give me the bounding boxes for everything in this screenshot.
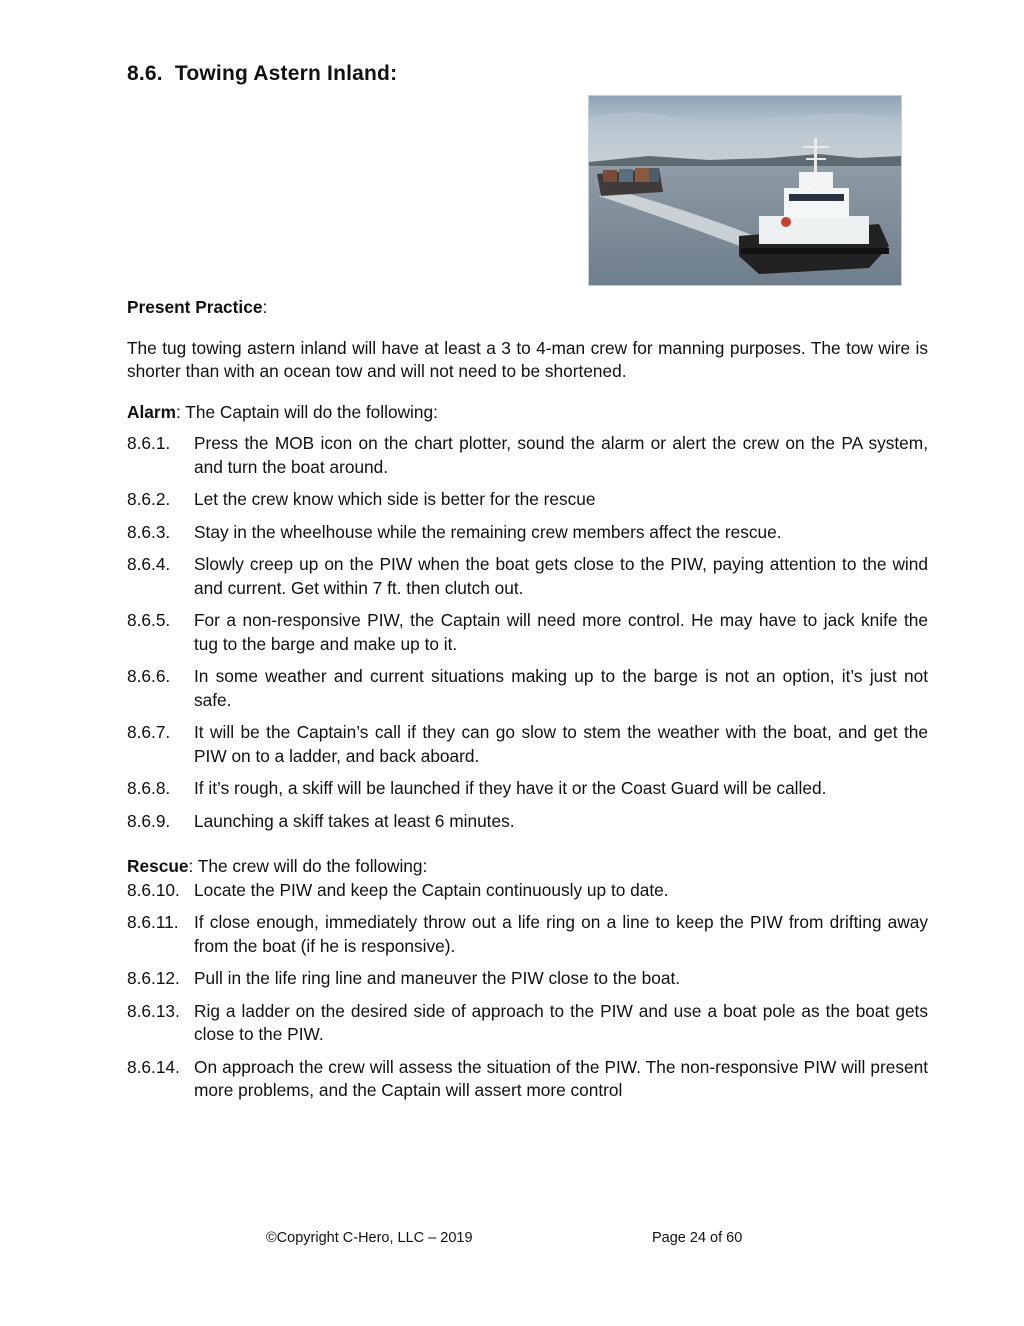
section-heading	[127, 62, 397, 86]
item-number: 8.6.13.	[127, 1000, 180, 1021]
item-text: It will be the Captain’s call if they can go slow to stem the weather with the boat, and get the PIW on to a ladder, and back aboard.	[194, 722, 928, 766]
item-text: Locate the PIW and keep the Captain continuously up to date.	[194, 879, 669, 900]
item-text: On approach the crew will assess the situation of the PIW. The non-responsive PIW will present more problems, and the Captain will assert more control	[194, 1056, 928, 1100]
item-number: 8.6.8.	[127, 778, 171, 798]
list-item	[127, 609, 928, 656]
item-text: Stay in the wheelhouse while the remaining crew members affect the rescue.	[194, 521, 782, 542]
list-item	[127, 432, 928, 479]
item-number: 8.6.1.	[127, 433, 171, 453]
rescue-label: Rescue	[127, 856, 189, 876]
item-text: Rig a ladder on the desired side of approach to the PIW and use a boat pole as the boat gets close to the PIW.	[194, 1000, 928, 1044]
item-text: Pull in the life ring line and maneuver the PIW close to the boat.	[194, 968, 681, 988]
item-text: Press the MOB icon on the chart plotter, sound the alarm or alert the crew on the PA system, and turn the boat around.	[194, 433, 928, 477]
item-number: 8.6.6.	[127, 666, 171, 686]
rescue-intro: : The crew will do the following:	[188, 856, 428, 876]
alarm-list	[127, 432, 928, 833]
item-number: 8.6.10.	[127, 879, 180, 900]
rescue-heading	[127, 855, 928, 879]
present-practice-heading	[127, 296, 928, 320]
item-number: 8.6.2.	[127, 489, 171, 509]
alarm-heading	[127, 401, 928, 425]
list-item	[127, 665, 928, 712]
footer-copyright: ©Copyright C-Hero, LLC – 2019	[266, 1230, 473, 1246]
list-item	[127, 911, 928, 958]
present-practice-colon: :	[262, 297, 268, 317]
item-number: 8.6.3.	[127, 521, 171, 542]
item-text: In some weather and current situations making up to the barge is not an option, it’s just not safe.	[194, 666, 928, 710]
item-text: If it’s rough, a skiff will be launched if they have it or the Coast Guard will be called.	[194, 778, 827, 798]
list-item	[127, 1000, 928, 1047]
list-item	[127, 967, 928, 991]
item-number: 8.6.12.	[127, 968, 180, 988]
item-text: Launching a skiff takes at least 6 minutes.	[194, 810, 515, 831]
item-text: For a non-responsive PIW, the Captain will need more control. He may have to jack knife the tug to the barge and make up to it.	[194, 610, 928, 654]
item-text: Slowly creep up on the PIW when the boat gets close to the PIW, paying attention to the wind and current. Get within 7 ft. then clutch out.	[194, 554, 928, 598]
list-item	[127, 721, 928, 768]
section-title: Towing Astern Inland:	[174, 62, 398, 85]
page-body	[127, 296, 928, 1112]
rescue-list	[127, 879, 928, 1103]
list-item	[127, 879, 928, 903]
section-number: 8.6.	[127, 62, 163, 85]
item-text: Let the crew know which side is better for the rescue	[194, 489, 596, 509]
item-text: If close enough, immediately throw out a life ring on a line to keep the PIW from drifting away from the boat (if he is responsive).	[194, 912, 928, 956]
item-number: 8.6.14.	[127, 1056, 180, 1077]
list-item	[127, 553, 928, 600]
alarm-intro: : The Captain will do the following:	[175, 401, 438, 422]
present-practice-label: Present Practice	[127, 297, 263, 317]
footer-page-number: Page 24 of 60	[652, 1230, 743, 1246]
list-item	[127, 488, 928, 512]
item-number: 8.6.5.	[127, 610, 171, 630]
list-item	[127, 1056, 928, 1103]
item-number: 8.6.4.	[127, 554, 171, 574]
list-item	[127, 810, 928, 834]
list-item	[127, 521, 928, 545]
present-practice-text: The tug towing astern inland will have at least a 3 to 4-man crew for manning purposes. The tow wire is shorter than with an ocean tow and will not need to be shortened.	[127, 337, 928, 381]
alarm-label: Alarm	[127, 401, 176, 422]
item-number: 8.6.11.	[127, 912, 179, 932]
item-number: 8.6.7.	[127, 722, 171, 742]
list-item	[127, 777, 928, 801]
tugboat-towing-barge-photo	[588, 95, 902, 286]
item-number: 8.6.9.	[127, 810, 171, 831]
